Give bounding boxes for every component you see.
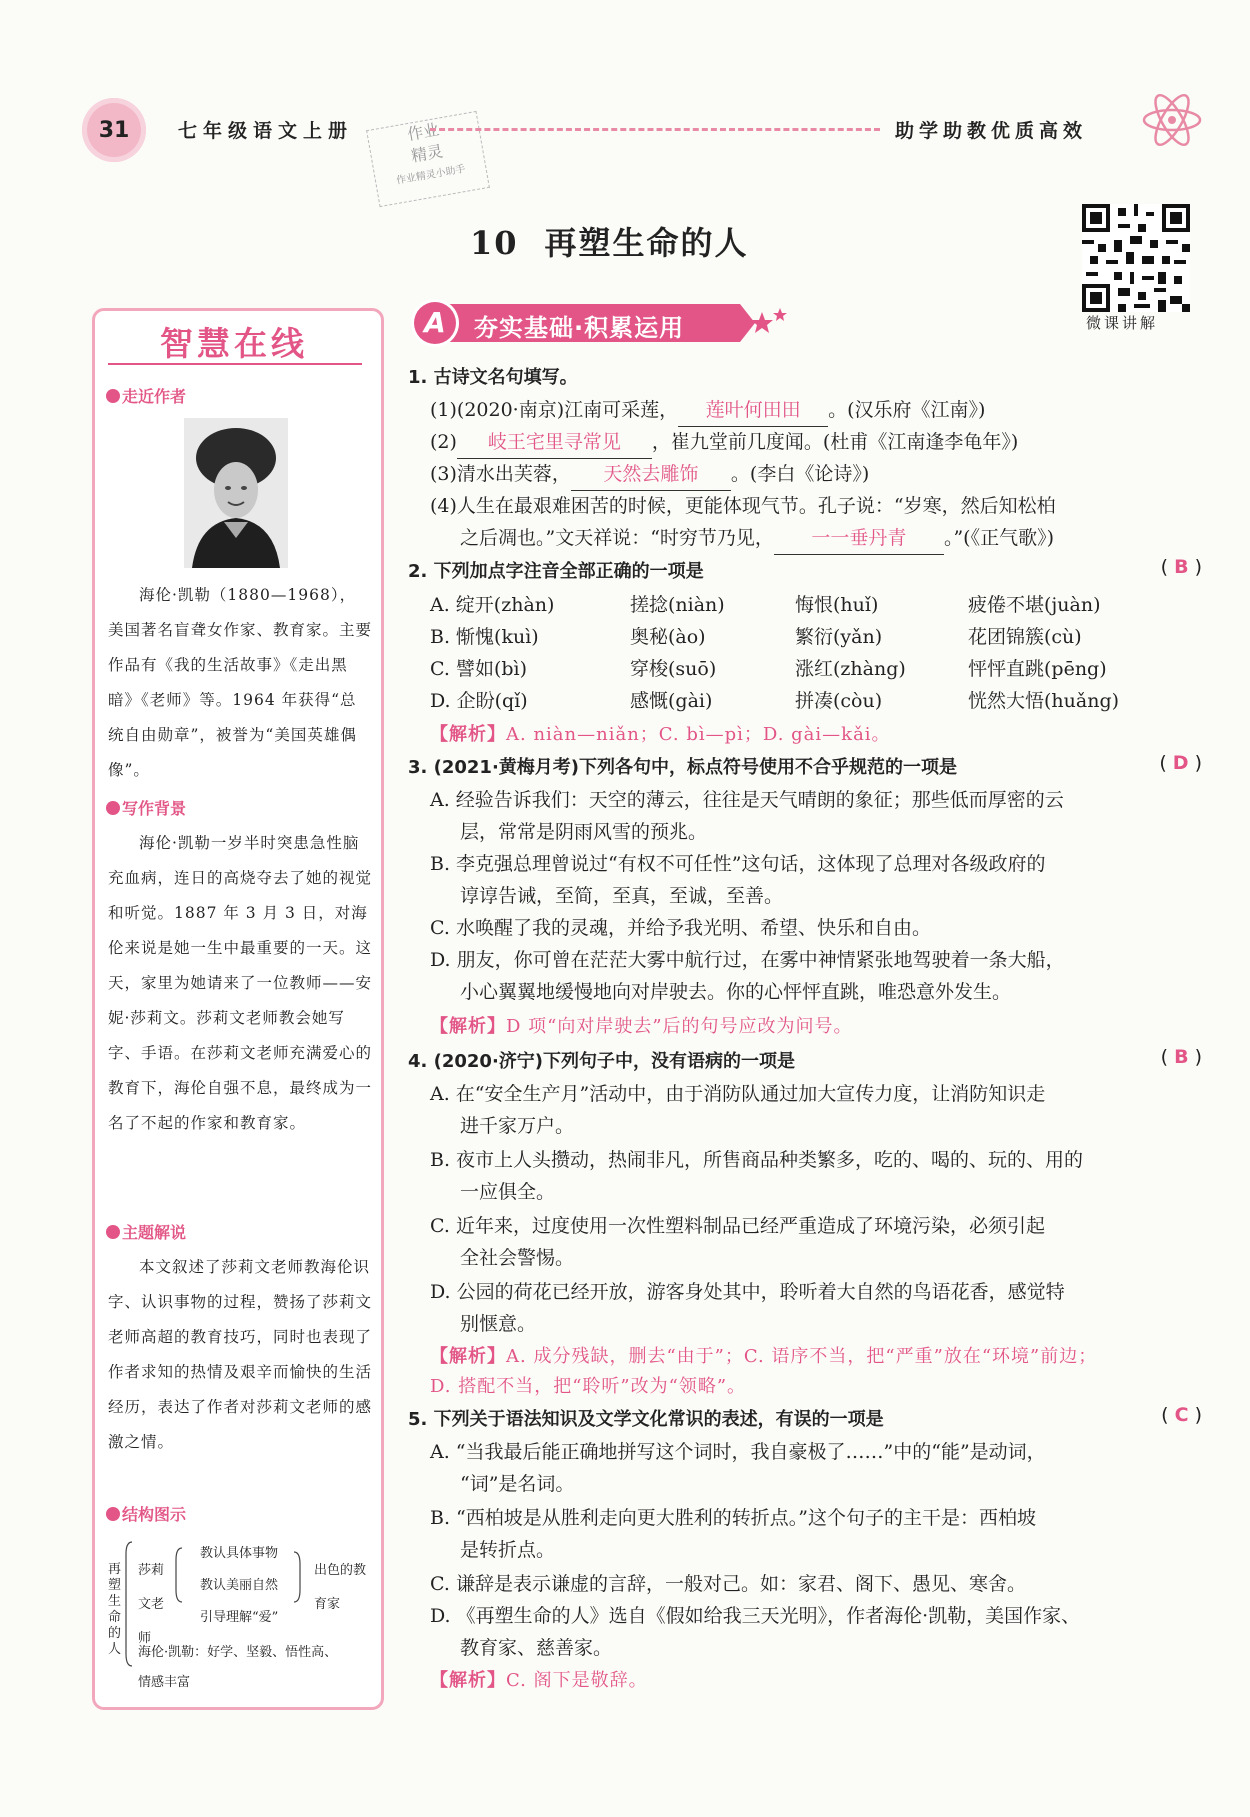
q2-analysis (430, 720, 891, 746)
qr-code-icon[interactable] (1082, 204, 1190, 312)
section-heading: 主题解说 (122, 1223, 187, 1242)
lesson-name: 再塑生命的人 (544, 224, 749, 262)
section-a-title: 夯实基础·积累运用 (474, 314, 685, 342)
sidebar-section-structure (106, 1502, 186, 1525)
section-heading: 结构图示 (122, 1505, 187, 1524)
text: 。”(《正气歌》) (943, 527, 1054, 549)
q4-line: 一应俱全。 (460, 1181, 556, 1203)
q1-line-4b (460, 522, 1220, 555)
lesson-title (470, 218, 775, 264)
q3-line: 层，常常是阴雨风雪的预兆。 (460, 821, 708, 843)
author-intro-text: 海伦·凯勒（1880—1968），美国著名盲聋女作家、教育家。主要作品有《我的生活故事》《走出黑暗》《老师》等。1964 年获得“总统自由勋章”，被誉为“美国英雄偶像”。 (108, 586, 373, 779)
structure-item: 教认具体事物 (200, 1546, 279, 1561)
q3-line: A. 经验告诉我们：天空的薄云，往往是天气晴朗的象征；那些低而厚密的云 (430, 789, 1064, 811)
q4-line: D. 公园的荷花已经开放，游客身处其中，聆听着大自然的鸟语花香，感觉特 (430, 1281, 1065, 1303)
answer-letter: B (1174, 1046, 1189, 1068)
text: (2) (430, 431, 457, 453)
analysis-tag: 【解析】 (430, 1016, 506, 1037)
theme-text: 本文叙述了莎莉文老师教海伦识字、认识事物的过程，赞扬了莎莉文老师高超的教育技巧，同时也表现了作者求知的热情及艰辛而愉快的生活经历，表达了作者对莎莉文老师的感激之情。 (108, 1258, 373, 1451)
structure-teacher: 莎莉文老师 (138, 1563, 165, 1646)
q1-line-2 (430, 426, 1220, 459)
text: ，崔九堂前几度闻。(杜甫《江南逢李龟年》) (651, 431, 1019, 453)
option-text: 穿梭(suō) (630, 658, 717, 680)
q3-line: D. 朋友，你可曾在茫茫大雾中航行过，在雾中神情紧张地驾驶着一条大船， (430, 949, 1065, 971)
page-number: 31 (82, 98, 146, 162)
q4-line: C. 近年来，过度使用一次性塑料制品已经严重造成了环境污染，必须引起 (430, 1215, 1045, 1237)
atom-logo-icon (1140, 88, 1204, 152)
q1-line-4a: (4)人生在最艰难困苦的时候，更能体现气节。孔子说：“岁寒，然后知松柏 (430, 495, 1056, 517)
q4-line: 全社会警惕。 (460, 1247, 575, 1269)
option-text: 拼凑(còu) (795, 690, 883, 712)
stamp-text: 精灵 (409, 141, 445, 166)
q4-line: B. 夜市上人头攒动，热闹非凡，所售商品种类繁多，吃的、喝的、玩的、用的 (430, 1149, 1084, 1171)
q5-line: “词”是名词。 (460, 1473, 575, 1495)
q5-line: 是转折点。 (460, 1539, 556, 1561)
option-text: 疲倦不堪(juàn) (968, 594, 1101, 616)
author-portrait (184, 418, 288, 568)
section-heading: 写作背景 (122, 799, 187, 818)
option-text: 悔恨(huǐ) (795, 594, 879, 616)
analysis-text: C. 阁下是敬辞。 (506, 1670, 648, 1691)
q5-heading: 5. 下列关于语法知识及文学文化常识的表述，有误的一项是 (408, 1409, 884, 1430)
header-slogan: 助学助教优质高效 (895, 120, 1088, 142)
q5-line: C. 谦辞是表示谦虚的言辞，一般对己。如：家君、阁下、愚见、寒舍。 (430, 1573, 1026, 1595)
option-text: C. 譬如(bì) (430, 658, 528, 680)
lesson-number: 10 (470, 224, 519, 262)
watermark-stamp (366, 111, 490, 207)
stamp-text: 作业 (405, 119, 441, 145)
option-text: 恍然大悟(huǎng) (968, 690, 1120, 712)
q4-line: 别惬意。 (460, 1313, 537, 1335)
q3-line: C. 水唤醒了我的灵魂，并给予我光明、希望、快乐和自由。 (430, 917, 931, 939)
structure-root: 再塑生命的人 (108, 1562, 122, 1657)
option-text: B. 惭愧(kuì) (430, 626, 539, 648)
q5-line: D. 《再塑生命的人》选自《假如给我三天光明》，作者海伦·凯勒，美国作家、 (430, 1605, 1081, 1627)
section-bullet-icon (106, 801, 120, 815)
option-text: 奥秘(ào) (630, 626, 706, 648)
q5-analysis (430, 1666, 648, 1692)
option-text: 花团锦簇(cù) (968, 626, 1082, 648)
q1-fill-1[interactable]: 莲叶何田田 (678, 394, 828, 427)
analysis-tag: 【解析】 (430, 1670, 506, 1691)
q1-fill-3[interactable]: 天然去雕饰 (571, 458, 731, 491)
q4-heading: 4. (2020·济宁)下列句子中，没有语病的一项是 (408, 1051, 796, 1072)
answer-letter: B (1174, 556, 1189, 578)
svg-text:A: A (424, 306, 446, 339)
option-text: 涨红(zhàng) (795, 658, 906, 680)
sidebar-section-author (106, 384, 186, 407)
structure-result: 出色的教育家 (314, 1563, 367, 1612)
analysis-text: A. niàn—niǎn；C. bì—pì；D. gài—kǎi。 (506, 724, 891, 745)
q3-answer: ( D ) (1159, 752, 1202, 774)
option-text: 繁衍(yǎn) (795, 626, 883, 648)
option-text: 怦怦直跳(pēng) (968, 658, 1107, 680)
text: (3)清水出芙蓉， (430, 463, 571, 485)
text: 。(李白《论诗》) (730, 463, 870, 485)
structure-diagram (104, 1534, 374, 1698)
q3-line: 小心翼翼地缓慢地向对岸驶去。你的心怦怦直跳，唯恐意外发生。 (460, 981, 1012, 1003)
book-title: 七年级语文上册 (178, 120, 354, 142)
q3-line: B. 李克强总理曾说过“有权不可任性”这句话，这体现了总理对各级政府的 (430, 853, 1046, 875)
q5-line: A. “当我最后能正确地拼写这个词时，我自豪极了……”中的“能”是动词， (430, 1441, 1046, 1463)
section-bullet-icon (106, 389, 120, 403)
q4-analysis-2: D. 搭配不当，把“聆听”改为“领略”。 (430, 1376, 747, 1397)
background-text: 海伦·凯勒一岁半时突患急性脑充血病，连日的高烧夺去了她的视觉和听觉。1887 年 3 月 3 日，对海伦来说是她一生中最重要的一天。这天，家里为她请来了一位教师——安妮·莎莉文。莎莉文老师教会她写字、手语。在莎莉文老师充满爱心的教育下，海伦自强不息，最终成为一名了不起的作家和教育家。 (108, 834, 373, 1132)
option-text: D. 企盼(qǐ) (430, 690, 528, 712)
structure-item: 引导理解“爱” (200, 1610, 279, 1625)
q5-answer: ( C ) (1161, 1404, 1202, 1426)
q1-fill-2[interactable]: 岐王宅里寻常见 (457, 426, 652, 459)
q4-analysis (430, 1342, 1097, 1368)
q3-heading: 3. (2021·黄梅月考)下列各句中，标点符号使用不合乎规范的一项是 (408, 757, 958, 778)
q1-fill-4[interactable]: 一一垂丹青 (774, 522, 944, 555)
qr-label: 微课讲解 (1086, 314, 1159, 332)
q1-heading: 1. 古诗文名句填写。 (408, 367, 578, 388)
q4-answer: ( B ) (1160, 1046, 1202, 1068)
sidebar-title-underline (108, 363, 362, 365)
structure-helen: 海伦·凯勒：好学、坚毅、悟性高、情感丰富 (138, 1645, 338, 1690)
q4-line: 进千家万户。 (460, 1115, 575, 1137)
q5-line: B. “西柏坡是从胜利走向更大胜利的转折点。”这个句子的主干是：西柏坡 (430, 1507, 1036, 1529)
q1-line-1 (430, 394, 1220, 427)
q4-line: A. 在“安全生产月”活动中，由于消防队通过加大宣传力度，让消防知识走 (430, 1083, 1046, 1105)
text: (1)(2020·南京)江南可采莲， (430, 399, 679, 421)
sidebar-title: 智慧在线 (160, 324, 308, 363)
sidebar-section-theme (106, 1220, 186, 1243)
q5-line: 教育家、慈善家。 (460, 1637, 613, 1659)
section-bullet-icon (106, 1225, 120, 1239)
section-bullet-icon (106, 1507, 120, 1521)
answer-letter: C (1174, 1404, 1189, 1426)
option-text: 感慨(gài) (630, 690, 713, 712)
analysis-tag: 【解析】 (430, 724, 506, 745)
option-text: A. 绽开(zhàn) (430, 594, 555, 616)
answer-letter: D (1172, 752, 1189, 774)
q2-heading: 2. 下列加点字注音全部正确的一项是 (408, 561, 704, 582)
text: 。(汉乐府《江南》) (828, 399, 986, 421)
section-heading: 走近作者 (122, 387, 187, 406)
analysis-text: A. 成分残缺，删去“由于”；C. 语序不当，把“严重”放在“环境”前边； (506, 1346, 1098, 1367)
q3-analysis (430, 1012, 853, 1038)
stamp-text: 作业精灵小助手 (395, 163, 467, 187)
sidebar-section-background (106, 796, 186, 819)
q1-line-3 (430, 458, 1220, 491)
header-divider (430, 128, 880, 131)
text: 之后凋也。”文天祥说：“时穷节乃见， (460, 527, 774, 549)
structure-item: 教认美丽自然 (200, 1578, 279, 1593)
q2-answer: ( B ) (1160, 556, 1202, 578)
analysis-text: D 项“向对岸驶去”后的句号应改为问号。 (506, 1016, 853, 1037)
analysis-tag: 【解析】 (430, 1346, 506, 1367)
q3-line: 谆谆告诫，至简，至真，至诚，至善。 (460, 885, 784, 907)
option-text: 搓捻(niàn) (630, 594, 725, 616)
